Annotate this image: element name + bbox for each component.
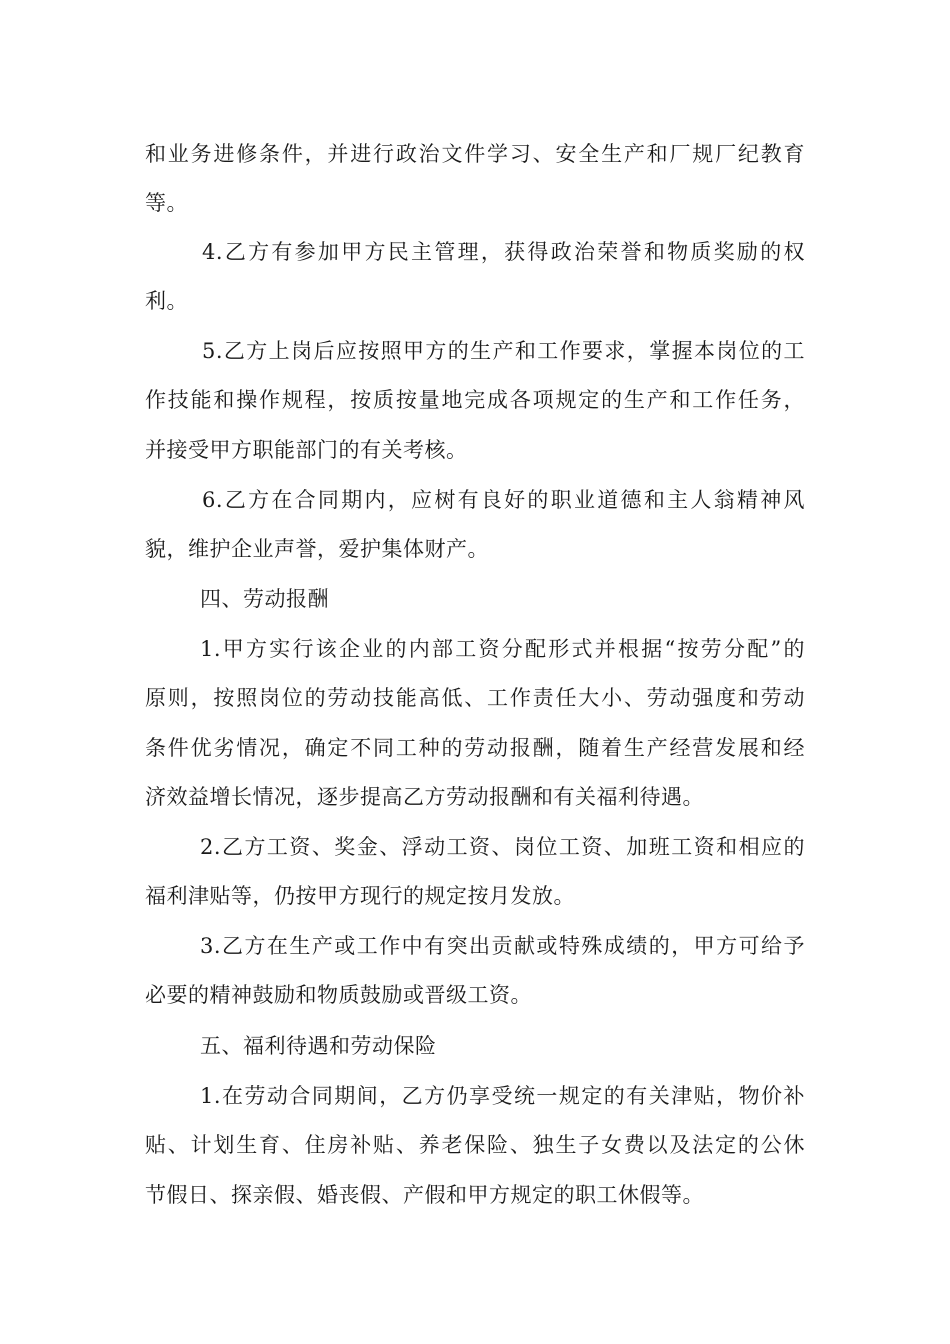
remuneration-clause-2-line: 2.乙方工资、奖金、浮动工资、岗位工资、加班工资和相应的 bbox=[200, 835, 805, 859]
body-text-line: 福利津贴等，仍按甲方现行的规定按月发放。 bbox=[145, 884, 575, 908]
body-text-line: 条件优劣情况，确定不同工种的劳动报酬，随着生产经营发展和经 bbox=[145, 736, 805, 760]
welfare-clause-1-line: 1.在劳动合同期间，乙方仍享受统一规定的有关津贴，物价补 bbox=[200, 1084, 805, 1108]
body-text-line: 貌，维护企业声誉，爱护集体财产。 bbox=[145, 537, 489, 561]
body-text-line: 节假日、探亲假、婚丧假、产假和甲方规定的职工休假等。 bbox=[145, 1183, 704, 1207]
body-text-line: 和业务进修条件，并进行政治文件学习、安全生产和厂规厂纪教育 bbox=[145, 142, 805, 166]
clause-5-line: 5.乙方上岗后应按照甲方的生产和工作要求，掌握本岗位的工 bbox=[202, 339, 805, 363]
clause-4-line: 4.乙方有参加甲方民主管理，获得政治荣誉和物质奖励的权 bbox=[202, 240, 805, 264]
body-text-line: 原则，按照岗位的劳动技能高低、工作责任大小、劳动强度和劳动 bbox=[145, 686, 805, 710]
body-text-line: 必要的精神鼓励和物质鼓励或晋级工资。 bbox=[145, 983, 532, 1007]
body-text-line: 并接受甲方职能部门的有关考核。 bbox=[145, 438, 468, 462]
section-heading-5: 五、福利待遇和劳动保险 bbox=[200, 1034, 437, 1058]
section-heading-4: 四、劳动报酬 bbox=[200, 587, 329, 611]
body-text-line: 作技能和操作规程，按质按量地完成各项规定的生产和工作任务， bbox=[145, 388, 805, 412]
body-text-line: 济效益增长情况，逐步提高乙方劳动报酬和有关福利待遇。 bbox=[145, 785, 704, 809]
body-text-line: 等。 bbox=[145, 191, 188, 215]
remuneration-clause-3-line: 3.乙方在生产或工作中有突出贡献或特殊成绩的，甲方可给予 bbox=[200, 934, 805, 958]
clause-6-line: 6.乙方在合同期内，应树有良好的职业道德和主人翁精神风 bbox=[202, 488, 805, 512]
body-text-line: 利。 bbox=[145, 289, 188, 313]
remuneration-clause-1-line: 1.甲方实行该企业的内部工资分配形式并根据“按劳分配”的 bbox=[200, 637, 805, 661]
body-text-line: 贴、计划生育、住房补贴、养老保险、独生子女费以及法定的公休 bbox=[145, 1133, 805, 1157]
